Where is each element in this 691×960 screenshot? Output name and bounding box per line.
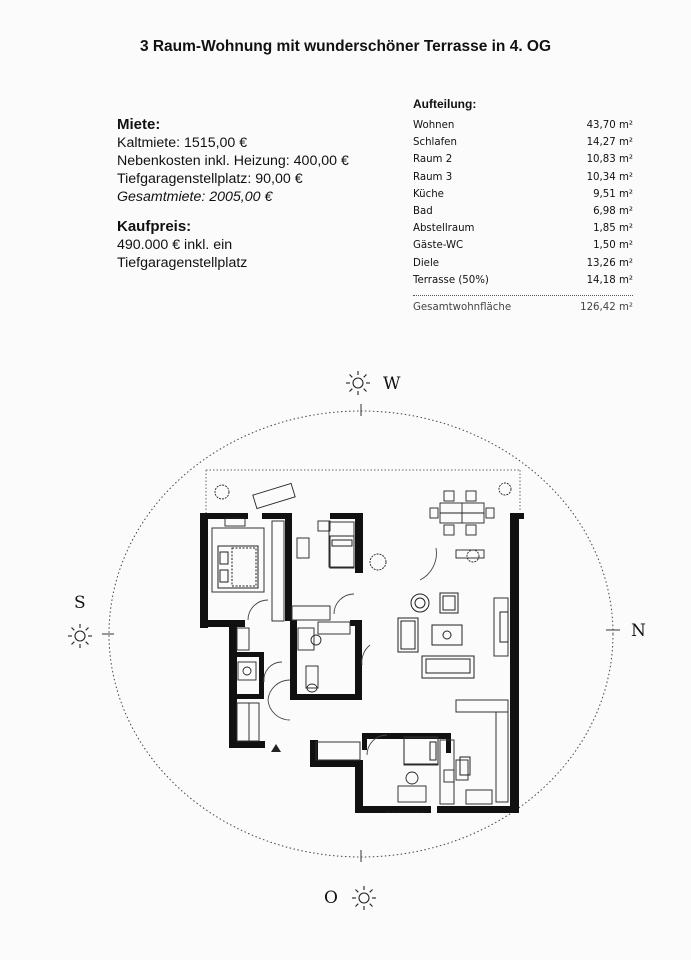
room-name: Schlafen (413, 137, 457, 149)
total-label: Gesamtwohnfläche (413, 301, 512, 313)
room-name: Gäste-WC (413, 240, 464, 252)
room-area: 1,50 m² (593, 240, 633, 252)
compass-west: W (383, 374, 401, 394)
sun-icon (352, 886, 376, 910)
room-name: Diele (413, 257, 440, 269)
room-name: Küche (413, 188, 444, 200)
rent-line: Tiefgaragenstellplatz: 90,00 € (117, 171, 303, 187)
bed (330, 536, 354, 568)
room-area: 14,18 m² (586, 274, 633, 286)
room-area: 14,27 m² (586, 137, 633, 149)
room-name: Terrasse (50%) (413, 274, 489, 286)
rent-total: Gesamtmiete: 2005,00 € (117, 189, 273, 205)
purchase-line: Tiefgaragenstellplatz (117, 255, 248, 271)
room-name: Raum 3 (413, 171, 453, 183)
entrance-marker (271, 744, 281, 752)
purchase-line: 490.000 € inkl. ein (117, 237, 233, 253)
allocation-heading: Aufteilung: (413, 97, 477, 111)
room-area: 9,51 m² (593, 188, 633, 200)
rent-line: Kaltmiete: 1515,00 € (117, 135, 248, 151)
room-area: 43,70 m² (586, 120, 633, 131)
purchase-heading: Kaufpreis: (117, 218, 192, 235)
rent-heading: Miete: (117, 116, 161, 133)
page-title: 3 Raum-Wohnung mit wunderschöner Terrasse in 4. OG (139, 38, 552, 55)
sun-icon (346, 371, 370, 395)
compass-south: S (74, 593, 86, 613)
compass-east: O (324, 888, 338, 908)
lounger (253, 483, 295, 508)
compass-north: N (631, 621, 646, 641)
room-name: Bad (413, 205, 433, 217)
room-area: 1,85 m² (593, 223, 633, 235)
room-area: 10,34 m² (586, 171, 633, 183)
room-area: 10,83 m² (586, 154, 633, 166)
total-area: 126,42 m² (580, 301, 633, 313)
room-name: Wohnen (413, 120, 455, 131)
room-name: Raum 2 (413, 154, 453, 166)
rent-line: Nebenkosten inkl. Heizung: 400,00 € (117, 153, 349, 169)
sun-icon (68, 624, 92, 648)
room-area: 13,26 m² (586, 257, 633, 269)
room-area: 6,98 m² (593, 205, 633, 217)
room-name: Abstellraum (413, 223, 475, 235)
coffee-table (432, 625, 462, 645)
